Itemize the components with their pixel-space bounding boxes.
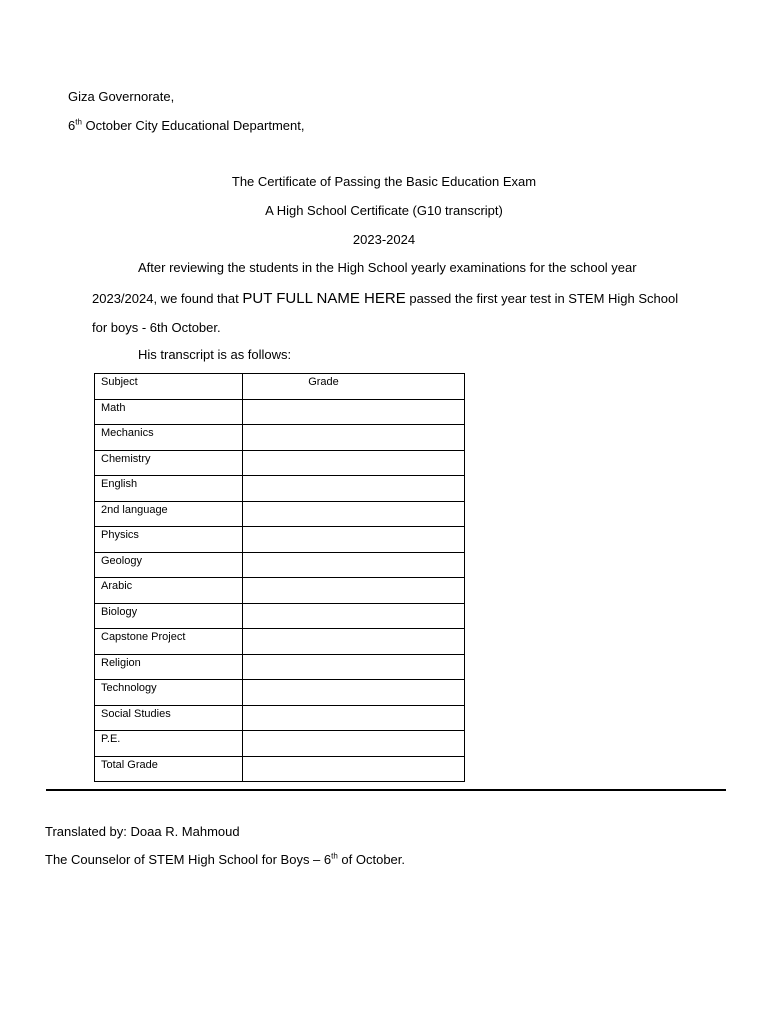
grade-cell — [243, 476, 465, 502]
subject-cell: Geology — [95, 552, 243, 578]
subject-cell: 2nd language — [95, 501, 243, 527]
academic-year: 2023-2024 — [352, 232, 416, 247]
translator-line: Translated by: Doaa R. Mahmoud — [45, 824, 240, 839]
department-line — [68, 118, 304, 134]
table-row — [95, 425, 465, 451]
table-row — [95, 476, 465, 502]
grade-cell — [243, 527, 465, 553]
counselor-text: The Counselor of STEM High School for Boys – 6 — [45, 852, 332, 867]
subject-cell: Physics — [95, 527, 243, 553]
student-name-placeholder: PUT FULL NAME HERE — [242, 290, 406, 307]
subject-cell: Mechanics — [95, 425, 243, 451]
grade-cell — [243, 552, 465, 578]
subject-cell: Chemistry — [95, 450, 243, 476]
grade-cell — [243, 578, 465, 604]
grade-cell — [243, 654, 465, 680]
department-ordinal-suffix: th — [75, 117, 82, 127]
subject-cell: Social Studies — [95, 705, 243, 731]
table-row — [95, 578, 465, 604]
counselor-line — [45, 852, 405, 868]
certificate-title: The Certificate of Passing the Basic Education Exam — [231, 174, 537, 189]
subject-cell: Biology — [95, 603, 243, 629]
table-row — [95, 450, 465, 476]
grade-cell — [243, 629, 465, 655]
table-row — [95, 501, 465, 527]
table-row — [95, 629, 465, 655]
header-grade: Grade — [243, 374, 465, 400]
grade-cell — [243, 450, 465, 476]
department-name: October City Educational Department, — [81, 118, 305, 133]
table-row — [95, 527, 465, 553]
governorate-line: Giza Governorate, — [68, 89, 175, 104]
table-row — [95, 399, 465, 425]
counselor-ordinal-suffix: th — [331, 851, 338, 861]
table-row — [95, 705, 465, 731]
grade-cell — [243, 680, 465, 706]
grade-cell — [243, 731, 465, 757]
department-number: 6 — [68, 118, 76, 133]
subject-cell: English — [95, 476, 243, 502]
table-row — [95, 680, 465, 706]
table-row — [95, 756, 465, 782]
grade-cell — [243, 756, 465, 782]
grade-cell — [243, 425, 465, 451]
paragraph-line-3: for boys - 6th October. — [92, 320, 221, 335]
transcript-intro: His transcript is as follows: — [138, 347, 292, 362]
paragraph-line-2-start: 2023/2024, we found that — [92, 291, 243, 306]
subject-cell: Arabic — [95, 578, 243, 604]
subject-cell: Technology — [95, 680, 243, 706]
header-subject: Subject — [95, 374, 243, 400]
table-header-row — [95, 374, 465, 400]
paragraph-line-2-end: passed the first year test in STEM High School — [405, 291, 679, 306]
table-row — [95, 731, 465, 757]
subject-cell: Total Grade — [95, 756, 243, 782]
paragraph-line-2 — [92, 291, 678, 307]
subject-cell: P.E. — [95, 731, 243, 757]
subject-cell: Capstone Project — [95, 629, 243, 655]
paragraph-line-1: After reviewing the students in the High School yearly examinations for the school year — [138, 260, 637, 275]
grade-cell — [243, 603, 465, 629]
grade-cell — [243, 705, 465, 731]
transcript-table — [94, 373, 465, 782]
counselor-text-end: of October. — [337, 852, 406, 867]
subject-cell: Math — [95, 399, 243, 425]
table-row — [95, 654, 465, 680]
table-row — [95, 552, 465, 578]
subject-cell: Religion — [95, 654, 243, 680]
horizontal-divider — [46, 789, 726, 791]
table-row — [95, 603, 465, 629]
grade-cell — [243, 399, 465, 425]
transcript-rows — [95, 399, 465, 782]
grade-cell — [243, 501, 465, 527]
certificate-subtitle: A High School Certificate (G10 transcript) — [265, 203, 503, 218]
